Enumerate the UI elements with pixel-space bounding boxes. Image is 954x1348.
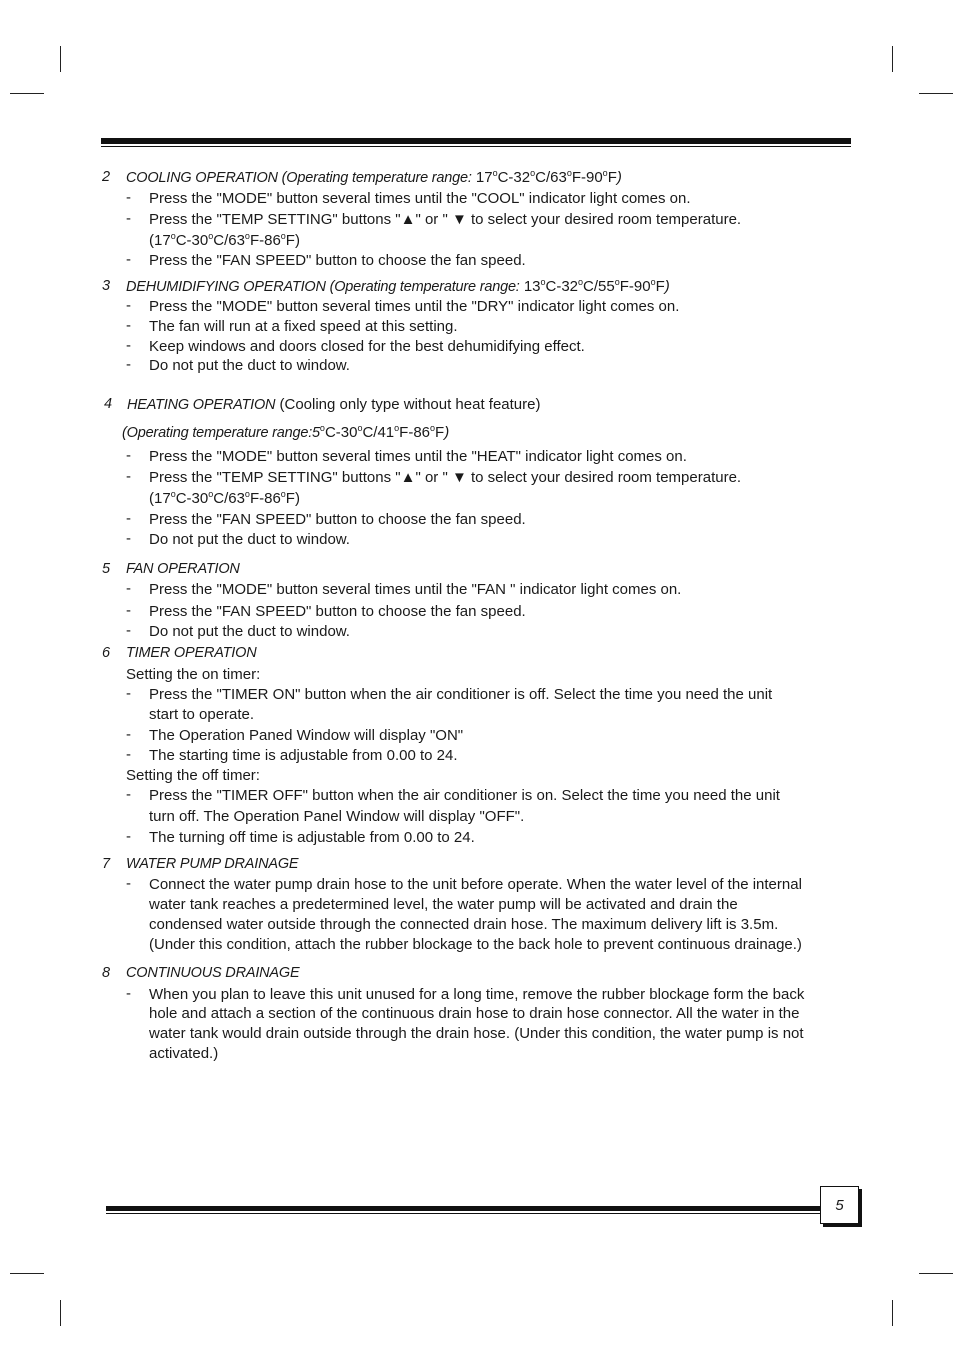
temp-range: 17$^o$C-32$^o$C/63$^o$F-90$^o$F)	[475, 168, 622, 186]
list-item: Press the "TEMP SETTING" buttons "▲" or " ▼ to select your desired room temperature.	[149, 211, 742, 228]
temp-note: (17$^o$C-30$^o$C/63$^o$F-86$^o$F)	[149, 489, 300, 507]
section-heading-water-pump: WATER PUMP DRAINAGE	[126, 856, 299, 872]
list-item: Do not put the duct to window.	[149, 623, 350, 640]
list-item: Press the "MODE" button several times until the "COOL" indicator light comes on.	[149, 190, 691, 207]
paragraph-line: water tank reaches a predetermined level, the water pump will be activated and drain the	[149, 896, 738, 913]
paragraph-line: (Under this condition, attach the rubber blockage to the back hole to prevent continuous drainage.)	[149, 936, 802, 953]
page-number: 5	[820, 1186, 859, 1224]
section-number: 2	[102, 169, 111, 185]
section-number: 5	[102, 561, 111, 577]
section-heading-heating: HEATING OPERATION (Cooling only type without heat feature)	[127, 396, 541, 413]
header-rule	[101, 138, 851, 144]
temp-note: (17$^o$C-30$^o$C/63$^o$F-86$^o$F)	[149, 231, 300, 249]
crop-mark	[10, 93, 44, 94]
list-item: Press the "TEMP SETTING" buttons "▲" or " ▼ to select your desired room temperature.	[149, 469, 742, 486]
section-heading-cooling: COOLING OPERATION (Operating temperature range: 17$^o$C-32$^o$C/63$^o$F-90$^o$F)	[126, 168, 622, 186]
list-item-continued: start to operate.	[149, 706, 255, 723]
list-item: Press the "MODE" button several times until the "HEAT" indicator light comes on.	[149, 448, 687, 465]
list-item-continued: turn off. The Operation Panel Window will display "OFF".	[149, 808, 525, 825]
header-rule-thin	[101, 146, 851, 147]
section-number: 8	[102, 965, 111, 981]
list-item: Do not put the duct to window.	[149, 531, 350, 548]
subheading: Setting the off timer:	[126, 767, 260, 784]
paragraph-line: hole and attach a section of the continuous drain hose to drain hose connector. All the water in the	[149, 1005, 800, 1022]
crop-mark	[919, 1273, 953, 1274]
list-item: Press the "TIMER OFF" button when the air conditioner is on. Select the time you need the unit	[149, 787, 780, 804]
crop-mark	[892, 1300, 893, 1326]
temp-range: (Operating temperature range:5$^o$C-30$^o$C/41$^o$F-86$^o$F)	[122, 423, 450, 441]
list-item: Press the "MODE" button several times until the "DRY" indicator light comes on.	[149, 298, 680, 315]
paragraph-line: activated.)	[149, 1045, 219, 1062]
temp-range: 13$^o$C-32$^o$C/55$^o$F-90$^o$F)	[523, 277, 670, 295]
crop-mark	[60, 46, 61, 72]
section-number: 7	[102, 856, 111, 872]
crop-mark	[10, 1273, 44, 1274]
footer-rule	[106, 1206, 822, 1211]
paragraph-line: condensed water outside through the connected drain hose. The maximum delivery lift is 3.5m.	[149, 916, 779, 933]
section-heading-timer: TIMER OPERATION	[126, 645, 257, 661]
section-heading-continuous-drainage: CONTINUOUS DRAINAGE	[126, 965, 300, 981]
paragraph-line: When you plan to leave this unit unused for a long time, remove the rubber blockage form the back	[149, 986, 805, 1003]
section-number: 3	[102, 278, 111, 294]
paragraph-line: Connect the water pump drain hose to the unit before operate. When the water level of the internal	[149, 876, 802, 893]
section-heading-dehumidifying: DEHUMIDIFYING OPERATION (Operating temperature range: 13$^o$C-32$^o$C/55$^o$F-90$^o$F)	[126, 277, 670, 295]
list-item: The fan will run at a fixed speed at this setting.	[149, 318, 458, 335]
section-number: 4	[104, 396, 113, 412]
crop-mark	[919, 93, 953, 94]
list-item: The starting time is adjustable from 0.00 to 24.	[149, 747, 458, 764]
list-item: Press the "MODE" button several times until the "FAN " indicator light comes on.	[149, 581, 682, 598]
list-item: The Operation Paned Window will display "ON"	[149, 727, 464, 744]
footer-rule-thin	[106, 1213, 822, 1214]
list-item: Press the "FAN SPEED" button to choose the fan speed.	[149, 511, 526, 528]
crop-mark	[60, 1300, 61, 1326]
paragraph-line: water tank would drain outside through the drain hose. (Under this condition, the water pump is not	[149, 1025, 804, 1042]
list-item: The turning off time is adjustable from 0.00 to 24.	[149, 829, 475, 846]
list-item: Press the "TIMER ON" button when the air conditioner is off. Select the time you need the unit	[149, 686, 773, 703]
list-item: Press the "FAN SPEED" button to choose the fan speed.	[149, 603, 526, 620]
list-item: Keep windows and doors closed for the best dehumidifying effect.	[149, 338, 585, 355]
subheading: Setting the on timer:	[126, 666, 261, 683]
section-heading-fan: FAN OPERATION	[126, 561, 240, 577]
crop-mark	[892, 46, 893, 72]
list-item: Press the "FAN SPEED" button to choose the fan speed.	[149, 252, 526, 269]
section-number: 6	[102, 645, 111, 661]
list-item: Do not put the duct to window.	[149, 357, 350, 374]
